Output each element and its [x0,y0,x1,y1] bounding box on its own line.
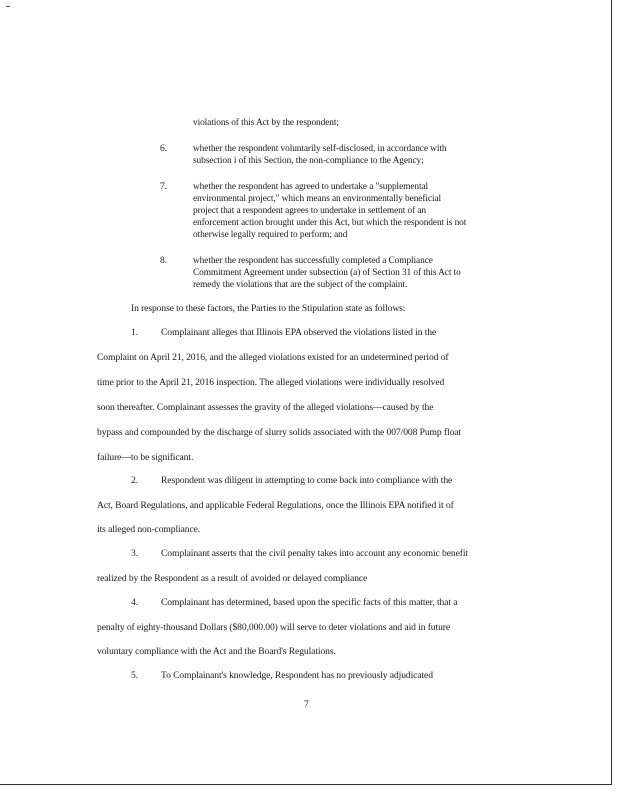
item-8-number: 8. [160,255,168,266]
page-number: 7 [304,699,309,710]
paragraph-4-line: voluntary compliance with the Act and the Board's Regulations. [97,646,336,657]
item-6-line: subsection i of this Section, the non-compliance to the Agency; [193,156,424,166]
paragraph-1-line: Complaint on April 21, 2016, and the alleged violations existed for an undetermined period of [97,352,449,363]
item-8-line: remedy the violations that are the subject of the complaint. [193,280,408,290]
paragraph-1-line: time prior to the April 21, 2016 inspection. The alleged violations were individually resolved [97,377,445,388]
item-7-number: 7. [160,181,168,192]
lead-line: violations of this Act by the respondent; [193,118,339,128]
scan-border-bottom [0,784,611,785]
item-7-line: project that a respondent agrees to undertake in settlement of an [193,206,426,216]
item-6-line: whether the respondent voluntarily self-disclosed, in accordance with [193,144,447,154]
item-7-line: whether the respondent has agreed to undertake a "supplemental [193,182,429,192]
paragraph-3-line: Complainant asserts that the civil penalty takes into account any economic benefit [161,548,468,559]
scan-mark [6,6,10,7]
paragraph-1-line: failure—to be significant. [97,452,194,463]
paragraph-1-line: Complainant alleges that Illinois EPA observed the violations listed in the [161,327,437,338]
paragraph-4-line: penalty of eighty-thousand Dollars ($80,000.00) will serve to deter violations and aid in future [97,622,451,633]
item-7-line: enforcement action brought under this Act, but which the respondent is not [193,218,467,228]
paragraph-5-number: 5. [131,670,139,681]
item-7-line: environmental project," which means an environmentally beneficial [193,194,442,204]
paragraph-3-line: realized by the Respondent as a result of avoided or delayed compliance [97,573,368,584]
paragraph-5-line: To Complainant's knowledge, Respondent has no previously adjudicated [161,670,433,681]
paragraph-2-number: 2. [131,475,139,486]
item-8-line: Commitment Agreement under subsection (a) of Section 31 of this Act to [193,268,461,278]
item-8-line: whether the respondent has successfully completed a Compliance [193,256,433,266]
paragraph-2-line: its alleged non-compliance. [97,524,201,535]
paragraph-1-line: bypass and compounded by the discharge of slurry solids associated with the 007/008 Pump float [97,427,461,438]
paragraph-4-number: 4. [131,597,139,608]
paragraph-1-line: soon thereafter. Complainant assesses the gravity of the alleged violations—caused by the [97,402,434,413]
item-6-number: 6. [160,143,168,154]
paragraph-1-number: 1. [131,327,139,338]
paragraph-3-number: 3. [131,548,139,559]
item-7-line: otherwise legally required to perform; and [193,230,348,240]
intro-sentence: In response to these factors, the Parties to the Stipulation state as follows: [131,303,406,314]
scan-border-right [611,0,612,785]
paragraph-4-line: Complainant has determined, based upon the specific facts of this matter, that a [161,597,458,608]
paragraph-2-line: Act, Board Regulations, and applicable Federal Regulations, once the Illinois EPA notified it of [97,500,454,511]
paragraph-2-line: Respondent was diligent in attempting to come back into compliance with the [161,475,453,486]
